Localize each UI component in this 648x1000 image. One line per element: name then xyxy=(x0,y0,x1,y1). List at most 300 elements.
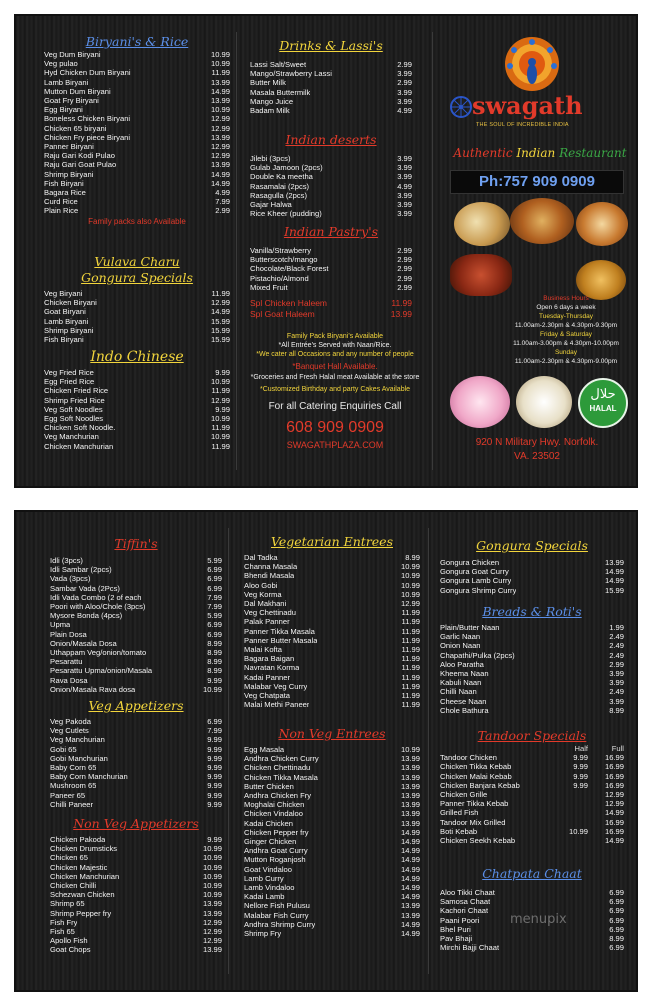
item-name: Mango Juice xyxy=(250,96,294,106)
item-name: Pistachio/Almond xyxy=(250,273,309,283)
item-price: 10.99 xyxy=(202,890,222,900)
business-hours: Business Hours Open 6 days a week Tuesday-Thursday 11.00am-2.30pm & 4.30pm-9.30pm Friday & Saturday 11.00am-3.00pm & 4.30pm-10.00pm Sunday 11.00am-2.30pm & 4.30pm-9.00pm xyxy=(513,295,619,365)
vegetarian-entrees-section xyxy=(244,534,420,709)
item-name: Navratan Korma xyxy=(244,663,300,673)
menu-item xyxy=(244,682,420,691)
menu-item xyxy=(50,909,222,918)
item-list xyxy=(244,553,420,709)
menu-column-2 xyxy=(242,16,428,486)
item-name: Pesarattu xyxy=(50,657,83,667)
item-name: Fish Biryani xyxy=(44,178,84,188)
item-name: Goat Vindaloo xyxy=(244,864,292,874)
item-name: Chicken Drumsticks xyxy=(50,844,118,854)
menu-item xyxy=(244,599,420,608)
menu-item xyxy=(440,888,624,897)
menu-item xyxy=(44,50,230,59)
item-price: 9.99 xyxy=(207,781,222,791)
item-name: Cheese Naan xyxy=(440,696,487,706)
section-title: Gongura Specials xyxy=(476,538,588,553)
cakes-note: *Customized Birthday and party Cakes Available xyxy=(259,386,411,393)
item-name: Egg Biryani xyxy=(44,105,83,115)
item-name: Panner Biryani xyxy=(44,142,94,152)
watermark: menupix xyxy=(510,912,567,927)
item-name: Shrimp Fry xyxy=(244,929,282,939)
item-price: 2.99 xyxy=(397,273,412,283)
item-price: 13.99 xyxy=(400,781,420,791)
item-name: Butter Milk xyxy=(250,78,286,88)
biryani-section xyxy=(44,34,230,227)
item-name: Chapathi/Pulka (2pcs) xyxy=(440,650,515,660)
item-name: Chocolate/Black Forest xyxy=(250,264,329,274)
food-photo xyxy=(576,202,628,246)
menu-item xyxy=(50,657,222,666)
menu-item xyxy=(44,405,230,414)
menu-item xyxy=(244,773,420,782)
item-name: Fish Fry xyxy=(50,917,78,927)
item-name: Malabar Veg Curry xyxy=(244,681,308,691)
item-price: 13.99 xyxy=(400,763,420,773)
half-price xyxy=(552,799,588,808)
item-name: Masala Buttermilk xyxy=(250,87,311,97)
item-price: 11.99 xyxy=(401,626,420,636)
item-price: 13.99 xyxy=(400,818,420,828)
item-name: Butterscotch/mango xyxy=(250,255,318,265)
item-name: Ginger Chicken xyxy=(244,837,297,847)
item-name: Mixed Fruit xyxy=(250,282,288,292)
item-name: Lamb Biryani xyxy=(44,316,89,326)
section-title: Non Veg Entrees xyxy=(278,726,386,741)
item-price: 9.99 xyxy=(215,368,230,377)
item-name: Aloo Paratha xyxy=(440,659,484,669)
item-name: Poori with Aloo/Chole (3pcs) xyxy=(50,602,146,612)
menu-item xyxy=(440,586,624,595)
haleem-row: Spl Goat Haleem 13.99 xyxy=(250,309,412,319)
item-price: 12.99 xyxy=(210,151,230,161)
item-price: 9.99 xyxy=(207,790,222,800)
item-price: 2.99 xyxy=(397,78,412,88)
item-name: Palak Panner xyxy=(244,617,290,627)
item-name: Veg Soft Noodles xyxy=(44,404,103,414)
item-price: 13.99 xyxy=(400,910,420,920)
menu-item xyxy=(50,881,222,890)
item-name: Chicken Seekh Kebab xyxy=(440,836,516,846)
menu-item xyxy=(250,274,412,283)
menu-item xyxy=(50,611,222,620)
item-price: 14.99 xyxy=(210,86,230,96)
item-price: 14.99 xyxy=(400,929,420,939)
menu-item xyxy=(50,899,222,908)
menu-item xyxy=(50,918,222,927)
section-title: Gongura Specials xyxy=(81,270,193,285)
menu-item xyxy=(44,124,230,133)
item-price: 6.99 xyxy=(207,620,222,630)
menu-item xyxy=(44,423,230,432)
section-title: Indian deserts xyxy=(285,132,377,147)
menu-item xyxy=(250,191,412,200)
brand-tagline: THE SOUL OF INCREDIBLE INDIA xyxy=(476,122,569,128)
section-title: Vulava Charu xyxy=(94,254,180,269)
half-price: 9.99 xyxy=(573,771,588,781)
item-name: Grilled Fish xyxy=(440,808,479,818)
menu-item xyxy=(44,87,230,96)
item-list xyxy=(50,556,222,694)
item-name: Idli Sambar (2pcs) xyxy=(50,565,112,575)
item-price: 14.99 xyxy=(400,873,420,883)
half-price xyxy=(552,818,588,827)
item-name: Shrimp Biryani xyxy=(44,169,94,179)
gongura-specials-section xyxy=(440,538,624,595)
item-price: 3.99 xyxy=(397,163,412,173)
full-price: 16.99 xyxy=(604,762,624,772)
item-price: 11.99 xyxy=(401,654,420,664)
item-name: Onion/Masala Rava dosa xyxy=(50,684,136,694)
item-price: 11.99 xyxy=(401,700,420,710)
menu-item xyxy=(250,106,412,115)
menu-item xyxy=(44,96,230,105)
menu-item xyxy=(244,581,420,590)
item-name: Mango/Strawberry Lassi xyxy=(250,69,332,79)
item-name: Andhra Chicken Curry xyxy=(244,754,319,764)
menu-item xyxy=(440,660,624,669)
section-title: Tandoor Specials xyxy=(477,728,587,743)
item-name: Chicken Tikka Masala xyxy=(244,772,318,782)
item-price: 6.99 xyxy=(609,897,624,907)
item-name: Kachori Chaat xyxy=(440,906,489,916)
menu-item xyxy=(250,246,412,255)
item-name: Onion/Masala Dosa xyxy=(50,638,117,648)
menu-item xyxy=(44,151,230,160)
item-name: Badam Milk xyxy=(250,106,290,116)
menu-item xyxy=(50,717,222,726)
menu-item xyxy=(244,828,420,837)
menu-item xyxy=(44,368,230,377)
menu-item xyxy=(440,934,624,943)
veg-appetizers-section xyxy=(50,698,222,809)
menu-item xyxy=(50,630,222,639)
item-price: 10.99 xyxy=(400,580,420,590)
item-price: 12.99 xyxy=(202,927,222,937)
item-name: Double Ka meetha xyxy=(250,172,313,182)
item-price: 1.99 xyxy=(609,623,624,632)
item-price: 10.99 xyxy=(210,59,230,69)
item-price: 13.99 xyxy=(210,160,230,170)
item-name: Schezwan Chicken xyxy=(50,890,115,900)
item-name: Shrimp Biryani xyxy=(44,325,94,335)
menu-item xyxy=(50,735,222,744)
menu-item xyxy=(244,617,420,626)
breads-section xyxy=(440,604,624,715)
item-name: Aloo Gobi xyxy=(244,580,278,590)
item-price: 3.99 xyxy=(397,200,412,210)
item-price: 10.99 xyxy=(202,871,222,881)
halal-badge: حلال HALAL xyxy=(578,378,628,428)
item-price: 14.99 xyxy=(400,892,420,902)
item-price: 11.99 xyxy=(211,386,230,396)
menu-item xyxy=(440,827,624,836)
full-price: 16.99 xyxy=(604,753,624,763)
food-photo xyxy=(454,202,510,246)
item-price: 10.99 xyxy=(400,562,420,572)
menu-item xyxy=(244,673,420,682)
item-price: 11.99 xyxy=(401,681,420,691)
family-packs-note: Family packs also Available xyxy=(88,216,186,226)
menu-item xyxy=(250,88,412,97)
item-list xyxy=(250,60,412,115)
item-price: 9.99 xyxy=(207,744,222,754)
brand-name: swagath xyxy=(450,92,630,122)
item-name: Chole Bathura xyxy=(440,705,489,715)
menu-column-2 xyxy=(244,512,420,990)
item-name: Plain Dosa xyxy=(50,629,87,639)
brand-column xyxy=(436,16,632,486)
item-price: 10.99 xyxy=(400,571,420,581)
menu-item xyxy=(244,865,420,874)
item-price: 11.99 xyxy=(401,672,420,682)
item-name: Vada (3pcs) xyxy=(50,574,91,584)
menu-item xyxy=(244,654,420,663)
item-name: Gajar Halwa xyxy=(250,200,292,210)
item-name: Pav Bhaji xyxy=(440,934,473,944)
item-price: 14.99 xyxy=(400,883,420,893)
item-price: 13.99 xyxy=(400,800,420,810)
item-name: Chicken Majestic xyxy=(50,862,108,872)
item-price: 12.99 xyxy=(210,395,230,405)
menu-item xyxy=(244,929,420,938)
section-title: Vegetarian Entrees xyxy=(271,534,393,549)
item-price: 12.99 xyxy=(202,936,222,946)
menu-item xyxy=(244,874,420,883)
menu-item xyxy=(250,78,412,87)
menu-item xyxy=(440,576,624,585)
menu-item xyxy=(44,414,230,423)
menu-item xyxy=(44,326,230,335)
item-price: 5.99 xyxy=(207,556,222,565)
menu-item xyxy=(440,790,624,799)
menu-item xyxy=(50,745,222,754)
menu-item xyxy=(44,197,230,206)
item-price: 3.99 xyxy=(397,154,412,163)
half-price: 10.99 xyxy=(568,826,588,836)
menu-item xyxy=(50,844,222,853)
item-name: Chicken Soft Noodle. xyxy=(44,423,116,433)
item-name: Panner Tikka Masala xyxy=(244,626,315,636)
menu-item xyxy=(440,818,624,827)
menu-item xyxy=(244,663,420,672)
menu-item xyxy=(50,791,222,800)
pastry-section xyxy=(250,224,412,292)
item-price: 7.99 xyxy=(207,592,222,602)
item-price: 2.49 xyxy=(609,687,624,697)
item-price: 11.99 xyxy=(401,635,420,645)
item-price: 15.99 xyxy=(210,325,230,335)
section-title: Tiffin's xyxy=(114,536,158,551)
menu-item xyxy=(250,264,412,273)
item-price: 9.99 xyxy=(215,404,230,414)
item-name: Malabar Fish Curry xyxy=(244,910,309,920)
item-name: Veg Korma xyxy=(244,589,282,599)
menu-item xyxy=(440,687,624,696)
item-price: 9.99 xyxy=(207,772,222,782)
menu-item xyxy=(50,800,222,809)
menu-item xyxy=(440,799,624,808)
item-list xyxy=(244,745,420,938)
item-price: 11.99 xyxy=(211,289,230,298)
item-name: Vanilla/Strawberry xyxy=(250,246,312,255)
section-title: Indian Pastry's xyxy=(283,224,379,239)
item-name: Goat Biryani xyxy=(44,307,86,317)
item-name: Shrimp Fried Rice xyxy=(44,395,105,405)
drinks-section xyxy=(250,38,412,115)
item-name: Egg Fried Rice xyxy=(44,377,95,387)
full-price: 12.99 xyxy=(604,790,624,800)
item-name: Veg Fried Rice xyxy=(44,368,94,377)
item-price: 3.99 xyxy=(397,96,412,106)
item-price: 10.99 xyxy=(400,745,420,754)
item-price: 8.99 xyxy=(405,553,420,562)
item-name: Aloo Tikki Chaat xyxy=(440,888,495,897)
item-name: Lamb Curry xyxy=(244,873,284,883)
menu-item xyxy=(50,772,222,781)
menu-item xyxy=(244,837,420,846)
full-price: 16.99 xyxy=(604,826,624,836)
item-price: 13.99 xyxy=(202,899,222,909)
menu-column-1 xyxy=(50,512,222,990)
item-name: Onion Naan xyxy=(440,641,481,651)
menu-column-3 xyxy=(440,512,624,990)
item-name: Veg Dum Biryani xyxy=(44,50,101,59)
item-price: 14.99 xyxy=(400,864,420,874)
item-name: Pesarattu Upma/onion/Masala xyxy=(50,666,153,676)
peacock-logo-icon xyxy=(502,34,562,94)
family-pack-note: Family Pack Biryani's Available xyxy=(286,333,384,340)
item-name: Samosa Chaat xyxy=(440,897,491,907)
menu-item xyxy=(250,97,412,106)
item-price: 2.99 xyxy=(397,264,412,274)
item-price: 6.99 xyxy=(609,943,624,953)
restaurant-phone: Ph:757 909 0909 xyxy=(450,170,624,194)
indo-chinese-section xyxy=(44,348,230,451)
item-price: 10.99 xyxy=(210,414,230,424)
menu-column-1 xyxy=(44,16,230,486)
item-price: 14.99 xyxy=(400,919,420,929)
item-price: 14.99 xyxy=(604,567,624,577)
item-price: 12.99 xyxy=(210,142,230,152)
item-name: Bhel Puri xyxy=(440,924,471,934)
item-name: Uthappam Veg/onion/tomato xyxy=(50,648,147,658)
item-price: 10.99 xyxy=(202,881,222,891)
menu-item xyxy=(50,602,222,611)
item-price: 8.99 xyxy=(207,657,222,667)
item-name: Egg Masala xyxy=(244,745,285,754)
item-price: 2.99 xyxy=(397,255,412,265)
occasions-note: *We cater all Occasions and any number of people xyxy=(256,351,414,358)
item-price: 13.99 xyxy=(202,945,222,955)
item-price: 15.99 xyxy=(210,316,230,326)
item-price: 7.99 xyxy=(215,197,230,207)
item-price: 6.99 xyxy=(609,906,624,916)
menu-item xyxy=(250,255,412,264)
item-name: Veg pulao xyxy=(44,59,78,69)
item-price: 13.99 xyxy=(604,558,624,567)
menu-item xyxy=(440,762,624,771)
half-price: 9.99 xyxy=(573,762,588,772)
item-name: Lamb Biryani xyxy=(44,77,89,87)
menu-item xyxy=(50,863,222,872)
menu-item xyxy=(244,562,420,571)
menu-item xyxy=(440,669,624,678)
item-name: Panner Tikka Kebab xyxy=(440,799,509,809)
item-name: Jilebi (3pcs) xyxy=(250,154,291,163)
section-title: Breads & Roti's xyxy=(482,604,582,619)
item-price: 14.99 xyxy=(604,576,624,586)
item-price: 3.99 xyxy=(397,87,412,97)
item-name: Chilli Naan xyxy=(440,687,477,697)
section-title: Veg Appetizers xyxy=(88,698,184,713)
item-name: Chicken Banjara Kebab xyxy=(440,780,520,790)
item-name: Veg Manchurian xyxy=(50,735,105,745)
column-divider xyxy=(228,528,229,974)
item-price: 2.49 xyxy=(609,632,624,642)
item-name: Gongura Chicken xyxy=(440,558,500,567)
section-title: Drinks & Lassi's xyxy=(279,38,383,53)
food-photo xyxy=(516,376,572,428)
item-price: 10.99 xyxy=(210,105,230,115)
menu-item xyxy=(44,335,230,344)
item-name: Apollo Fish xyxy=(50,936,88,946)
item-list xyxy=(440,753,624,845)
item-price: 14.99 xyxy=(400,855,420,865)
item-name: Shrimp Pepper fry xyxy=(50,908,112,918)
item-name: Plain Rice xyxy=(44,206,79,216)
item-price: 2.99 xyxy=(397,60,412,69)
item-price: 2.99 xyxy=(609,659,624,669)
item-list xyxy=(250,154,412,218)
catering-phone: 608 909 0909 xyxy=(286,419,384,436)
item-name: Chicken Grille xyxy=(440,790,488,800)
item-name: Lamb Vindaloo xyxy=(244,883,295,893)
item-price: 6.99 xyxy=(609,924,624,934)
item-price: 13.99 xyxy=(202,908,222,918)
item-name: Upma xyxy=(50,620,71,630)
menu-item xyxy=(244,846,420,855)
item-name: Panner Butter Masala xyxy=(244,635,318,645)
item-price: 3.99 xyxy=(397,172,412,182)
menu-item xyxy=(44,298,230,307)
item-price: 12.99 xyxy=(210,114,230,124)
menu-item xyxy=(50,872,222,881)
item-price: 10.99 xyxy=(202,853,222,863)
haleem-section xyxy=(250,298,412,320)
menu-item xyxy=(50,853,222,862)
item-price: 9.99 xyxy=(207,835,222,844)
menu-item xyxy=(250,182,412,191)
menu-item xyxy=(50,754,222,763)
menu-item xyxy=(44,289,230,298)
item-price: 6.99 xyxy=(609,915,624,925)
section-title: Non Veg Appetizers xyxy=(73,816,199,831)
item-price: 6.99 xyxy=(207,583,222,593)
item-name: Nellore Fish Pulusu xyxy=(244,901,310,911)
item-name: Bhendi Masala xyxy=(244,571,295,581)
item-name: Veg Chatpata xyxy=(244,691,291,701)
menu-item xyxy=(250,163,412,172)
item-name: Andhra Chicken Fry xyxy=(244,791,312,801)
tandoor-section xyxy=(440,728,624,845)
full-price: 14.99 xyxy=(604,808,624,818)
item-name: Mirchi Bajji Chaat xyxy=(440,943,500,953)
item-price: 10.99 xyxy=(210,377,230,387)
item-name: Baby Corn 65 xyxy=(50,763,97,773)
